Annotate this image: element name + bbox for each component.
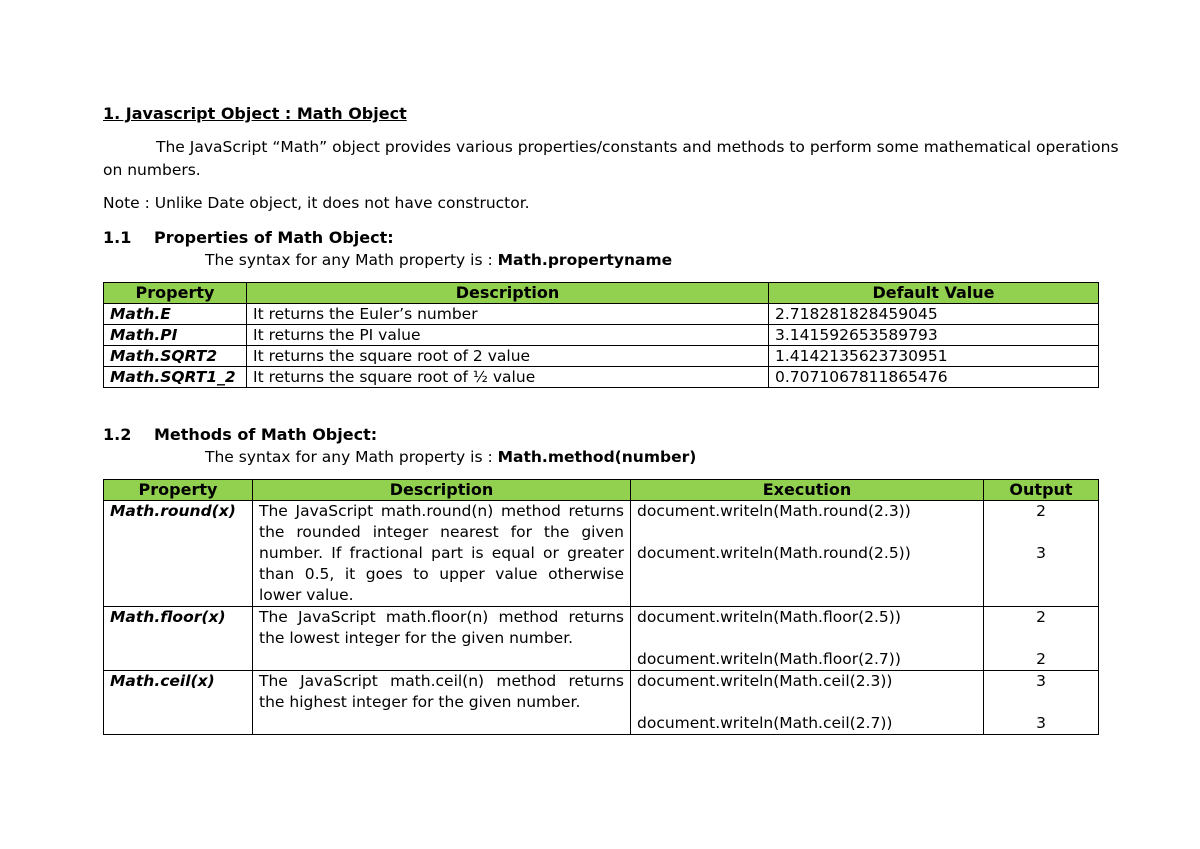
value-cell: 3.141592653589793: [769, 325, 1099, 346]
table-header-row: [104, 480, 1099, 501]
execution-line: document.writeln(Math.floor(2.5)): [637, 608, 901, 626]
output-value: 2: [1036, 502, 1046, 520]
section2-syntax-prefix: The syntax for any Math property is :: [205, 448, 498, 466]
output-cell: [984, 607, 1099, 671]
output-value: 2: [1036, 650, 1046, 668]
methods-table: [103, 479, 1099, 735]
description-cell: The JavaScript math.round(n) method returns the rounded integer nearest for the given number. If fractional part is equal or greater than 0.5, it goes to upper value otherwise lower value.: [253, 501, 631, 607]
table-row: [104, 346, 1099, 367]
description-cell: It returns the square root of ½ value: [247, 367, 769, 388]
execution-line: document.writeln(Math.ceil(2.3)): [637, 672, 893, 690]
header-output: Output: [984, 480, 1099, 501]
section1-number: 1.1: [103, 228, 132, 247]
section1-syntax-code: Math.propertyname: [497, 251, 673, 269]
property-cell: Math.ceil(x): [104, 671, 253, 735]
output-value: 3: [1036, 544, 1046, 562]
table-row: [104, 325, 1099, 346]
property-cell: Math.floor(x): [104, 607, 253, 671]
header-property: Property: [104, 480, 253, 501]
value-cell: 2.718281828459045: [769, 304, 1099, 325]
section2-number: 1.2: [103, 425, 132, 444]
property-cell: Math.E: [104, 304, 247, 325]
output-cell: [984, 501, 1099, 607]
output-value: 3: [1036, 714, 1046, 732]
table-row: [104, 607, 1099, 671]
page-title: 1. Javascript Object : Math Object: [103, 104, 407, 123]
section1-syntax: [205, 251, 672, 269]
table-header-row: [104, 283, 1099, 304]
section2-syntax-code: Math.method(number): [497, 448, 697, 466]
execution-cell: [631, 501, 984, 607]
output-cell: [984, 671, 1099, 735]
execution-line: document.writeln(Math.floor(2.7)): [637, 650, 901, 668]
table-row: [104, 304, 1099, 325]
table-row: [104, 671, 1099, 735]
execution-line: document.writeln(Math.ceil(2.7)): [637, 714, 893, 732]
execution-cell: [631, 607, 984, 671]
note-text: Note : Unlike Date object, it does not have constructor.: [103, 194, 530, 212]
execution-line: document.writeln(Math.round(2.3)): [637, 502, 911, 520]
description-cell: It returns the square root of 2 value: [247, 346, 769, 367]
value-cell: 1.4142135623730951: [769, 346, 1099, 367]
header-default-value: Default Value: [769, 283, 1099, 304]
output-value: 2: [1036, 608, 1046, 626]
header-execution: Execution: [631, 480, 984, 501]
section1-syntax-prefix: The syntax for any Math property is :: [205, 251, 498, 269]
table-row: [104, 501, 1099, 607]
description-cell: The JavaScript math.ceil(n) method returns the highest integer for the given number.: [253, 671, 631, 735]
value-cell: 0.7071067811865476: [769, 367, 1099, 388]
property-cell: Math.SQRT2: [104, 346, 247, 367]
description-cell: The JavaScript math.floor(n) method returns the lowest integer for the given number.: [253, 607, 631, 671]
property-cell: Math.round(x): [104, 501, 253, 607]
section1-title: Properties of Math Object:: [154, 228, 394, 247]
header-property: Property: [104, 283, 247, 304]
property-cell: Math.SQRT1_2: [104, 367, 247, 388]
description-cell: It returns the Euler’s number: [247, 304, 769, 325]
header-description: Description: [253, 480, 631, 501]
output-value: 3: [1036, 672, 1046, 690]
properties-table: [103, 282, 1099, 388]
table-row: [104, 367, 1099, 388]
description-cell: It returns the PI value: [247, 325, 769, 346]
intro-paragraph-line1: The JavaScript “Math” object provides various properties/constants and methods to perform some mathematical operations: [156, 138, 1119, 156]
property-cell: Math.PI: [104, 325, 247, 346]
section2-syntax: [205, 448, 696, 466]
intro-paragraph-line2: on numbers.: [103, 161, 201, 179]
execution-line: document.writeln(Math.round(2.5)): [637, 544, 911, 562]
execution-cell: [631, 671, 984, 735]
section2-title: Methods of Math Object:: [154, 425, 378, 444]
header-description: Description: [247, 283, 769, 304]
